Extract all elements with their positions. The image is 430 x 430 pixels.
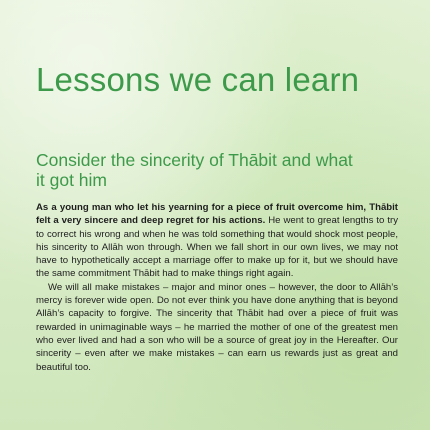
paragraph-1 bbox=[36, 201, 398, 281]
paragraph-2: We will all make mistakes – major and minor ones – however, the door to Allāh’s mercy is forever wide open. Do not ever think you have done anything that is beyond Allāh’s capacity to forgive. The sincerity that Thābit had over a piece of fruit was rewarded in unimaginable ways – he married the mother of one of the greatest men who ever lived and had a son who will be a source of great joy in the Hereafter. Our sincerity – even after we make mistakes – can earn us rewards just as great and beautiful too. bbox=[36, 281, 398, 373]
section-subtitle: Consider the sincerity of Thābit and what it got him bbox=[36, 150, 353, 190]
paragraph-1-lead: As a young man who let his yearning for a piece of fruit overcome him, Thābit felt a very sincere and deep regret for his actions. bbox=[36, 202, 398, 227]
body-text bbox=[36, 201, 398, 374]
page-title: Lessons we can learn bbox=[36, 61, 360, 98]
paragraph-1-rest: He went to great lengths to try to correct his wrong and when he was told something that would shock most people, his sincerity to Allāh won through. When we fall short in our own lives, we may not have to hypothetically accept a marriage offer to make up for it, but we should have the same commitment Thābit had to make things right again. bbox=[36, 215, 398, 280]
